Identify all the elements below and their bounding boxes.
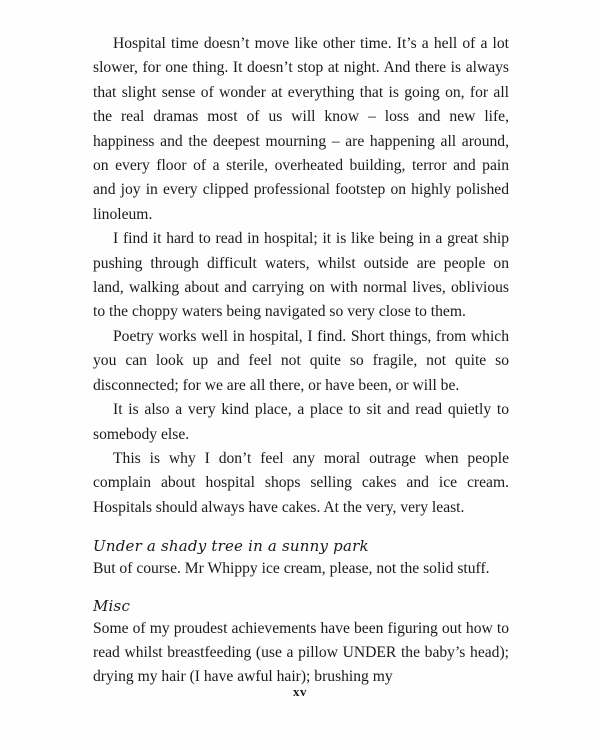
- page-text-block: [93, 32, 509, 690]
- section-shady-tree: [93, 535, 509, 581]
- section-body-shady-tree: But of course. Mr Whippy ice cream, please, not the solid stuff.: [93, 560, 490, 578]
- paragraph-cakes: This is why I don’t feel any moral outrage when people complain about hospital shops selling cakes and ice cream. Hospitals should always have cakes. At the very, very least.: [93, 449, 509, 516]
- page-number: xv: [293, 684, 307, 699]
- section-heading-misc: Misc: [93, 596, 131, 615]
- section-heading-shady-tree: Under a shady tree in a sunny park: [93, 537, 369, 556]
- paragraph-hospital-time: Hospital time doesn’t move like other time. It’s a hell of a lot slower, for one thing. It doesn’t stop at night. And there is always that slight sense of wonder at everything that is going on, for all the real dramas most of us will know – loss and new life, happiness and the deepest mourning – are happening all around, on every floor of a sterile, overheated building, terror and pain and joy in every clipped professional footstep on highly polished linoleum.: [93, 35, 509, 223]
- paragraph-reading-in-hospital: I find it hard to read in hospital; it is like being in a great ship pushing through difficult waters, whilst outside are people on land, walking about and carrying on with normal lives, oblivious to the choppy waters being navigated so very close to them.: [93, 230, 509, 321]
- section-misc: [93, 595, 509, 690]
- paragraph-poetry: Poetry works well in hospital, I find. Short things, from which you can look up and feel not quite so fragile, not quite so disconnected; for we are all there, or have been, or will be.: [93, 327, 509, 394]
- section-body-misc: Some of my proudest achievements have been figuring out how to read whilst breastfeeding (use a pillow UNDER the baby’s head); drying my hair (I have awful hair); brushing my: [93, 619, 509, 686]
- paragraph-kind-place: It is also a very kind place, a place to sit and read quietly to somebody else.: [93, 401, 509, 443]
